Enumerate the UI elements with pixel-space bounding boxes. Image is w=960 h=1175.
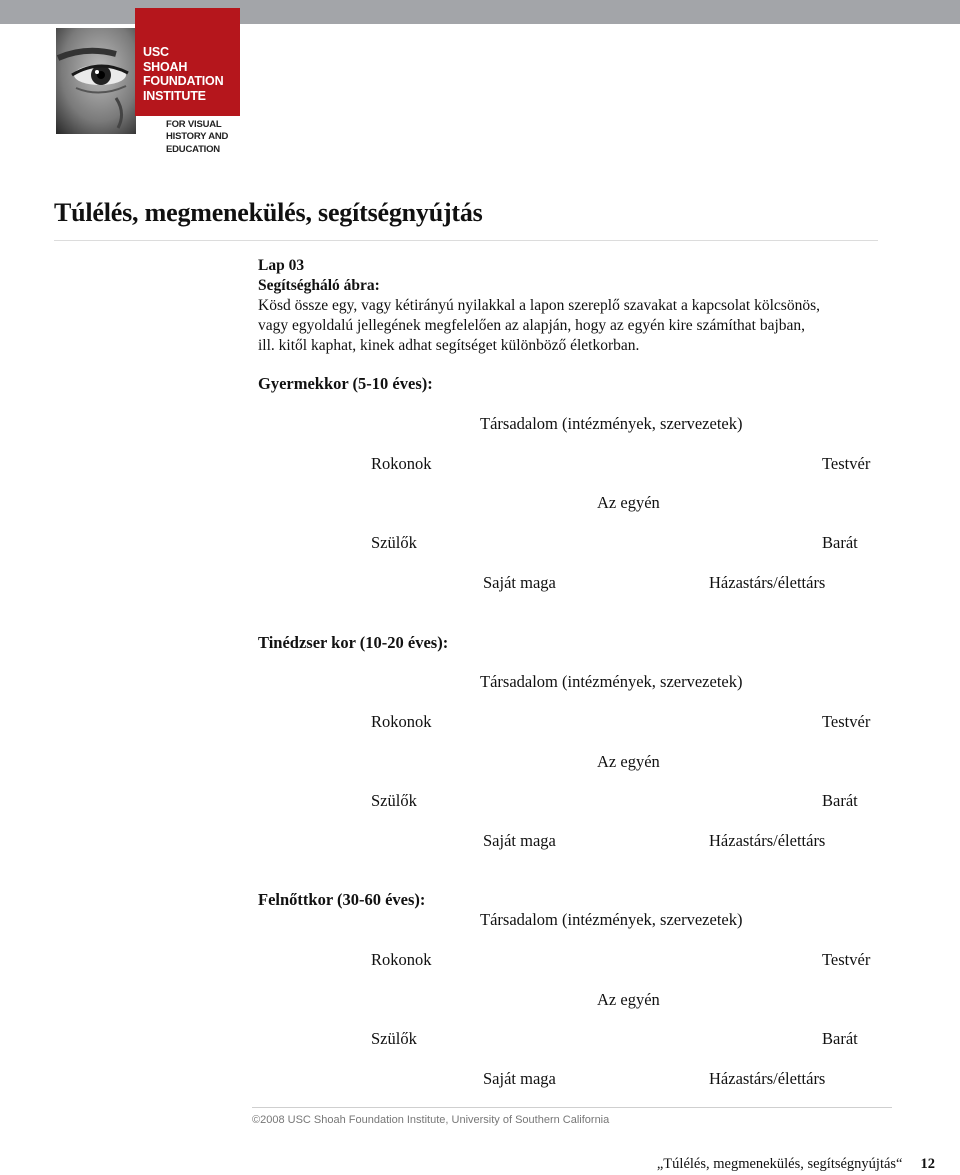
node-society: Társadalom (intézmények, szervezetek) [480, 672, 743, 691]
running-footer [657, 1156, 935, 1173]
node-sibling: Testvér [822, 950, 871, 969]
logo-sub-line: FOR VISUAL [166, 119, 222, 130]
page-number: 12 [920, 1156, 935, 1172]
node-individual: Az egyén [597, 752, 660, 771]
page-title: Túlélés, megmenekülés, segítségnyújtás [54, 198, 483, 227]
node-self: Saját maga [483, 831, 556, 850]
instructions [258, 256, 898, 356]
logo-sub-line: EDUCATION [166, 143, 220, 155]
copyright-notice: ©2008 USC Shoah Foundation Institute, University of Southern California [252, 1114, 610, 1126]
logo-sub-line: HISTORY AND [166, 131, 229, 143]
node-self: Saját maga [483, 1069, 556, 1088]
logo-line: FOUNDATION [143, 74, 224, 88]
eye-photo-icon [56, 28, 136, 134]
instructions-line: Kösd össze egy, vagy kétirányú nyilakkal a lapon szereplő szavakat a kapcsolat kölcsönös, [258, 297, 820, 314]
node-sibling: Testvér [822, 454, 871, 473]
sheet-label: Lap 03 [258, 257, 305, 274]
instructions-line: vagy egyoldalú jellegének megfelelően az alapján, hogy az egyén kire számíthat bajban, [258, 317, 806, 334]
node-spouse: Házastárs/élettárs [709, 573, 826, 592]
node-parents: Szülők [371, 1029, 417, 1048]
section-label-teen: Tinédzser kor (10-20 éves): [258, 633, 449, 652]
node-society: Társadalom (intézmények, szervezetek) [480, 414, 743, 433]
node-friend: Barát [822, 533, 858, 552]
instructions-line: ill. kitől kaphat, kinek adhat segítséget különböző életkorban. [258, 337, 640, 354]
node-individual: Az egyén [597, 493, 660, 512]
node-friend: Barát [822, 791, 858, 810]
node-spouse: Házastárs/élettárs [709, 831, 826, 850]
node-society: Társadalom (intézmények, szervezetek) [480, 910, 743, 929]
node-relatives: Rokonok [371, 454, 432, 473]
node-relatives: Rokonok [371, 712, 432, 731]
node-sibling: Testvér [822, 712, 871, 731]
running-title: „Túlélés, megmenekülés, segítségnyújtás“ [656, 1156, 903, 1172]
logo-line: SHOAH [143, 59, 188, 74]
footer-divider [252, 1107, 892, 1108]
section-label-childhood: Gyermekkor (5-10 éves): [258, 374, 433, 393]
logo-wordmark [143, 45, 223, 103]
logo-line: INSTITUTE [143, 88, 206, 103]
node-parents: Szülők [371, 533, 417, 552]
node-friend: Barát [822, 1029, 858, 1048]
node-self: Saját maga [483, 573, 556, 592]
node-spouse: Házastárs/élettárs [709, 1069, 826, 1088]
logo-subtitle [166, 119, 228, 156]
node-relatives: Rokonok [371, 950, 432, 969]
instructions-heading: Segítségháló ábra: [258, 277, 380, 294]
node-individual: Az egyén [597, 990, 660, 1009]
node-parents: Szülők [371, 791, 417, 810]
section-label-adulthood: Felnőttkor (30-60 éves): [258, 890, 426, 909]
logo-line: USC [143, 45, 169, 59]
logo-photo [56, 28, 136, 134]
logo-red-block [135, 8, 240, 116]
title-divider [54, 240, 878, 241]
